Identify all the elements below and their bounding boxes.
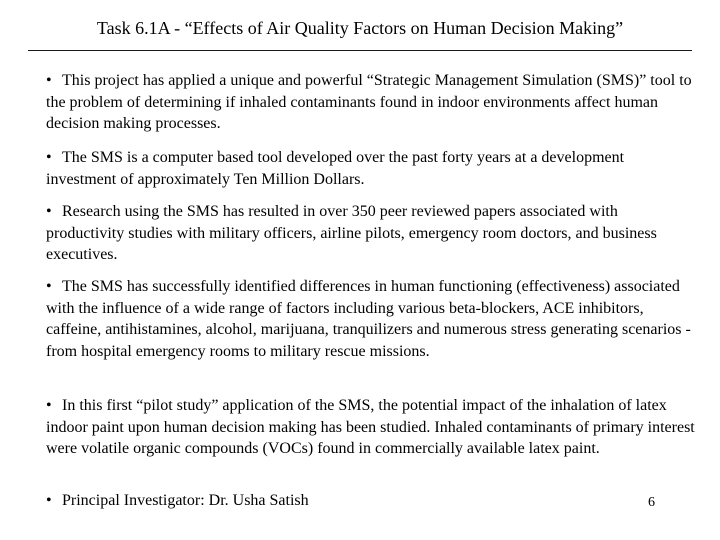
bullet-item: [46, 276, 696, 362]
bullet-text: In this first “pilot study” application of the SMS, the potential impact of the inhalation of latex indoor paint upon human decision making has been studied. Inhaled contaminants of primary interest were volatile organic compounds (VOCs) found in commercially available latex paint.: [46, 397, 695, 458]
bullet-item: [46, 201, 696, 266]
bullet-marker: •: [46, 397, 52, 414]
page-number: 6: [648, 495, 655, 510]
bullet-text: The SMS has successfully identified differences in human functioning (effectiveness) associated with the influence of a wide range of factors including various beta-blockers, ACE inhibitors, caffeine, antihistamines, alcohol, marijuana, tranquilizers and numerous stress generating scenarios - from hospital emergency rooms to military rescue missions.: [46, 278, 691, 360]
title-divider: [28, 50, 692, 51]
bullet-marker: •: [46, 492, 52, 509]
bullet-marker: •: [46, 203, 52, 220]
bullet-text: Research using the SMS has resulted in over 350 peer reviewed papers associated with productivity studies with military officers, airline pilots, emergency room doctors, and business executives.: [46, 203, 657, 264]
bullet-item: [46, 147, 696, 190]
slide-title: Task 6.1A - “Effects of Air Quality Factors on Human Decision Making”: [96, 18, 624, 38]
bullet-item: [46, 70, 696, 135]
bullet-text: Principal Investigator: Dr. Usha Satish: [62, 492, 309, 509]
bullet-item: [46, 490, 696, 512]
bullet-marker: •: [46, 149, 52, 166]
bullet-marker: •: [46, 278, 52, 295]
bullet-item: [46, 395, 696, 460]
bullet-marker: •: [46, 72, 52, 89]
bullet-text: The SMS is a computer based tool developed over the past forty years at a development investment of approximately Ten Million Dollars.: [46, 149, 625, 188]
bullet-text: This project has applied a unique and powerful “Strategic Management Simulation (SMS)” tool to the problem of determining if inhaled contaminants found in indoor environments affect human decision making processes.: [46, 72, 692, 133]
